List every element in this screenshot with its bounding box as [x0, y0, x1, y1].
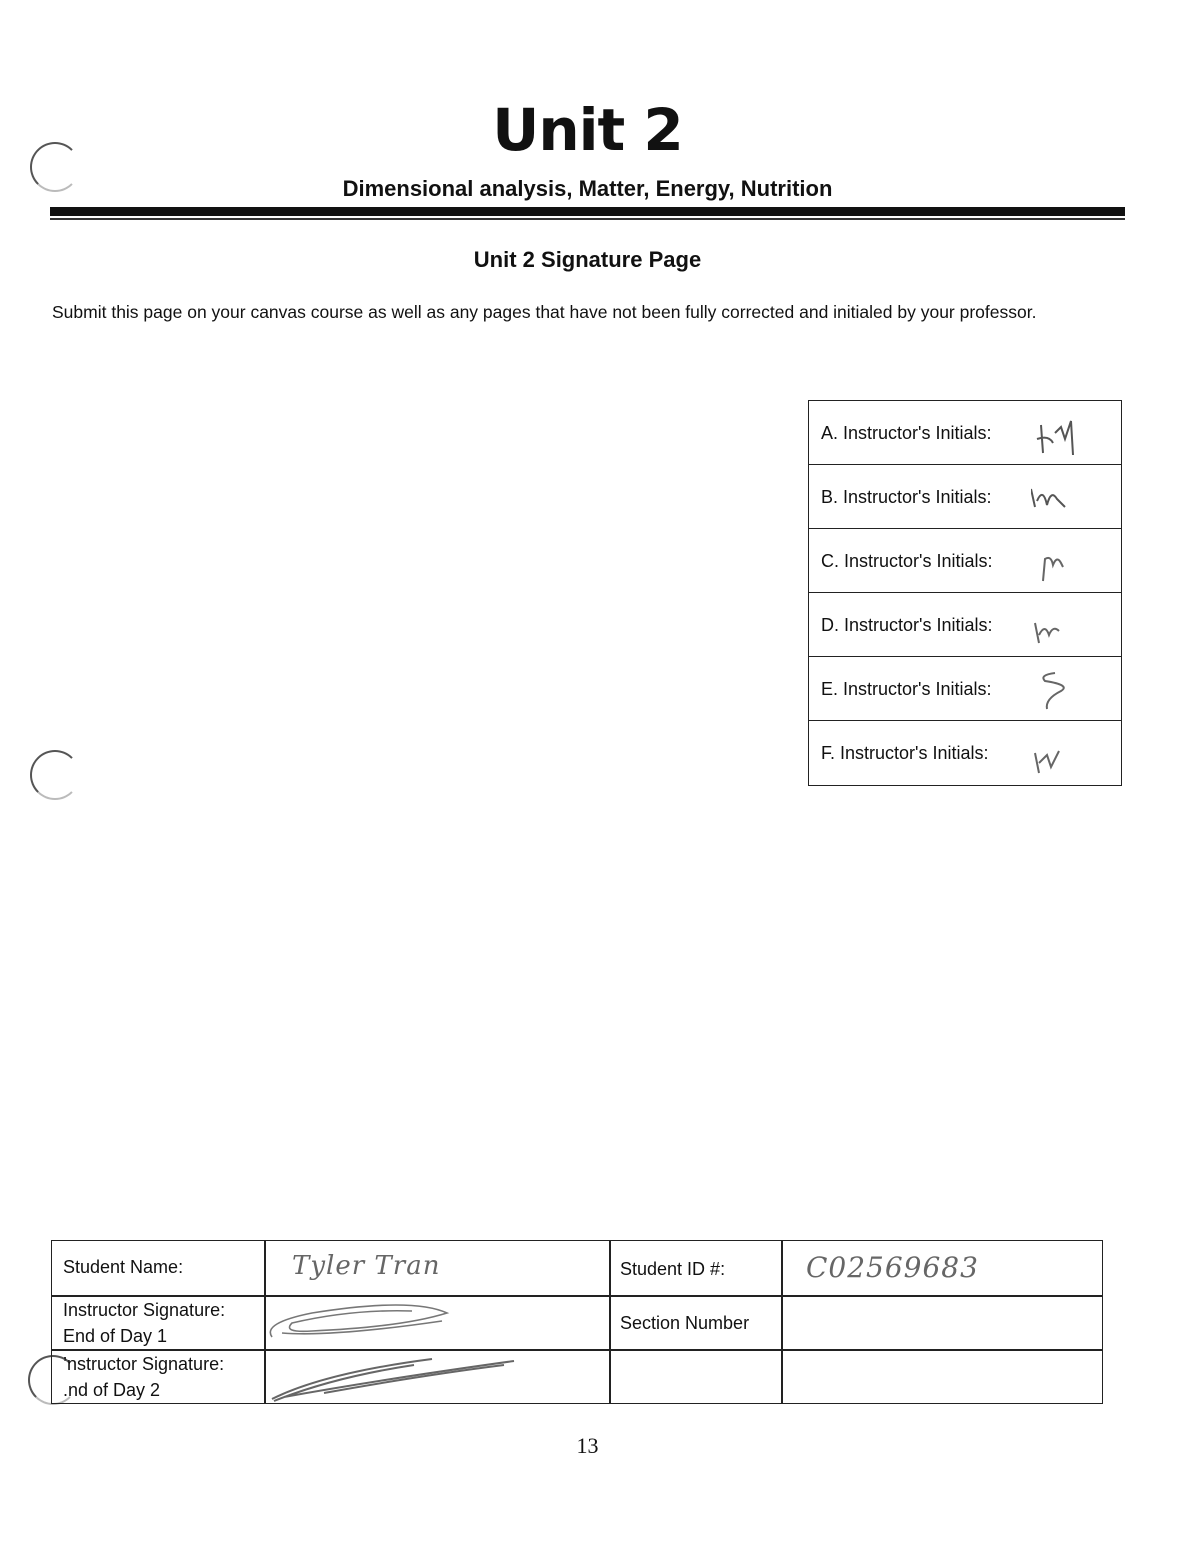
handwritten-initials-d	[1031, 605, 1091, 649]
page-title: Unit 2	[492, 96, 683, 164]
student-name-value: Tyler Tran	[292, 1251, 441, 1281]
handwritten-initials-e	[1031, 669, 1091, 713]
handwritten-initials-a	[1031, 413, 1091, 457]
student-id-label: Student ID #:	[620, 1259, 726, 1279]
initials-label-e: E. Instructor's Initials:	[821, 679, 992, 699]
section-number-label: Section Number	[620, 1313, 750, 1333]
header-rule	[50, 207, 1125, 216]
instructor-signature-day2	[264, 1351, 524, 1405]
initials-row-e	[809, 657, 1121, 721]
instructor-signature-day1	[252, 1293, 512, 1347]
initials-box	[808, 400, 1122, 786]
initials-label-f: F. Instructor's Initials:	[821, 743, 989, 763]
initials-label-b: B. Instructor's Initials:	[821, 487, 992, 507]
handwritten-initials-b	[1031, 477, 1091, 521]
signature-day1-label-line1: Instructor Signature:	[63, 1300, 226, 1320]
handwritten-initials-f	[1031, 733, 1091, 777]
initials-row-b	[809, 465, 1121, 529]
student-id-value: C02569683	[806, 1251, 979, 1284]
initials-label-a: A. Instructor's Initials:	[821, 423, 992, 443]
signature-day1-label-line2: End of Day 1	[63, 1326, 168, 1346]
initials-row-c	[809, 529, 1121, 593]
page-number: 13	[576, 1433, 599, 1458]
handwritten-initials-c	[1031, 541, 1091, 585]
header-rule-thin	[50, 218, 1125, 220]
instructions-text: Submit this page on your canvas course as well as any pages that have not been fully corrected and initialed by your professor.	[52, 302, 1037, 322]
section-heading: Unit 2 Signature Page	[473, 247, 702, 272]
initials-row-d	[809, 593, 1121, 657]
signature-day1-label	[63, 1297, 225, 1349]
table-divider	[781, 1241, 783, 1403]
signature-day2-label-line2: .nd of Day 2	[63, 1380, 161, 1400]
signature-day2-label-line1: ’nstructor Signature:	[63, 1354, 225, 1374]
binder-hole-middle	[30, 750, 80, 800]
page-subtitle: Dimensional analysis, Matter, Energy, Nutrition	[342, 176, 833, 201]
initials-label-d: D. Instructor's Initials:	[821, 615, 993, 635]
student-info-table	[51, 1240, 1103, 1404]
initials-label-c: C. Instructor's Initials:	[821, 551, 993, 571]
student-name-label: Student Name:	[63, 1257, 184, 1277]
table-divider	[609, 1241, 611, 1403]
initials-row-f	[809, 721, 1121, 785]
initials-row-a	[809, 401, 1121, 465]
signature-day2-label	[63, 1351, 224, 1403]
